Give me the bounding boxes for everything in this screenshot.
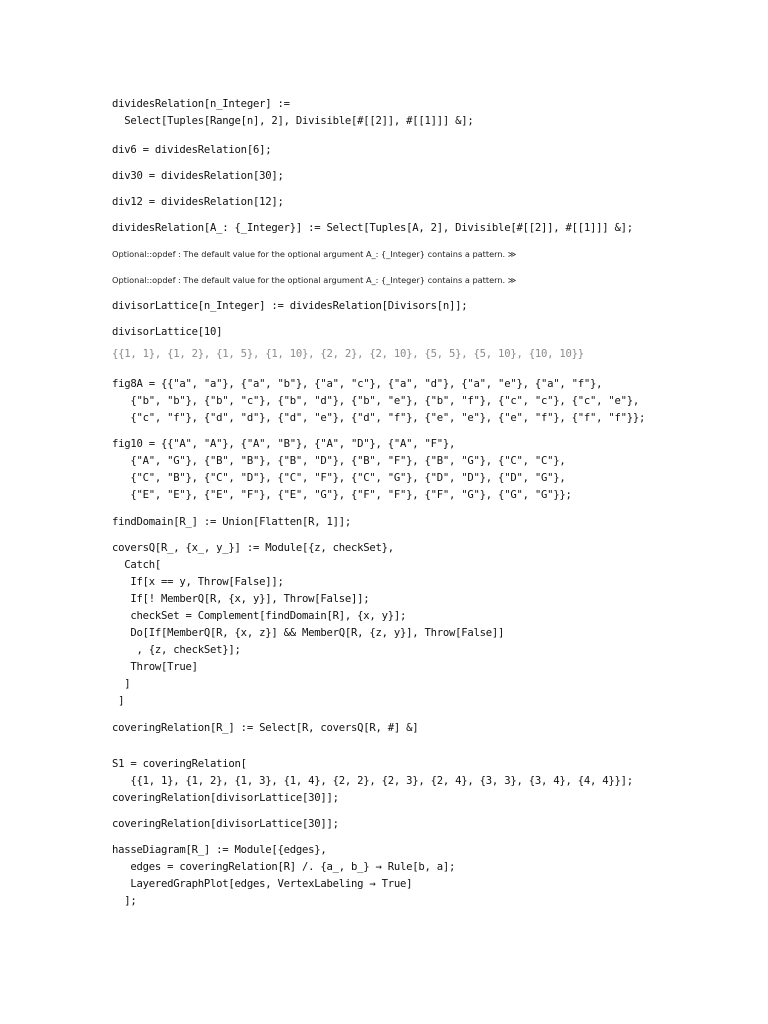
code-line: LayeredGraphPlot[edges, VertexLabeling → True]	[112, 878, 413, 890]
input-cell[interactable]	[112, 142, 271, 159]
input-cell[interactable]	[112, 220, 633, 237]
message-cell[interactable]	[112, 248, 516, 260]
code-line: {{1, 1}, {1, 2}, {1, 5}, {1, 10}, {2, 2}, {2, 10}, {5, 5}, {5, 10}, {10, 10}}	[112, 348, 584, 360]
code-line: coversQ[R_, {x_, y_}] := Module[{z, checkSet},	[112, 542, 394, 554]
input-cell[interactable]	[112, 816, 339, 833]
input-cell[interactable]	[112, 194, 284, 211]
code-line: {"c", "f"}, {"d", "d"}, {"d", "e"}, {"d", "f"}, {"e", "e"}, {"e", "f"}, {"f", "f"}};	[112, 412, 646, 424]
input-cell[interactable]	[112, 540, 504, 710]
code-line: {"b", "b"}, {"b", "c"}, {"b", "d"}, {"b", "e"}, {"b", "f"}, {"c", "c"}, {"c", "e"},	[112, 395, 640, 407]
input-cell[interactable]	[112, 842, 455, 910]
code-line: coveringRelation[R_] := Select[R, coversQ[R, #] &]	[112, 722, 419, 734]
code-line: fig8A = {{"a", "a"}, {"a", "b"}, {"a", "c"}, {"a", "d"}, {"a", "e"}, {"a", "f"},	[112, 378, 603, 390]
code-line: ];	[112, 895, 137, 907]
code-line: fig10 = {{"A", "A"}, {"A", "B"}, {"A", "D"}, {"A", "F"},	[112, 438, 456, 450]
code-line: div6 = dividesRelation[6];	[112, 144, 272, 156]
code-line: Select[Tuples[Range[n], 2], Divisible[#[[2]], #[[1]]] &];	[112, 115, 474, 127]
output-cell[interactable]	[112, 346, 584, 363]
input-cell[interactable]	[112, 96, 474, 130]
input-cell[interactable]	[112, 168, 284, 185]
input-cell[interactable]	[112, 324, 222, 341]
input-cell[interactable]	[112, 720, 418, 737]
message-cell[interactable]	[112, 274, 516, 286]
code-line: divisorLattice[10]	[112, 326, 223, 338]
code-line: {"C", "B"}, {"C", "D"}, {"C", "F"}, {"C", "G"}, {"D", "D"}, {"D", "G"},	[112, 472, 566, 484]
code-line: div30 = dividesRelation[30];	[112, 170, 284, 182]
code-line: div12 = dividesRelation[12];	[112, 196, 284, 208]
input-cell[interactable]	[112, 298, 467, 315]
code-line: Do[If[MemberQ[R, {x, z}] && MemberQ[R, {z, y}], Throw[False]]	[112, 627, 505, 639]
code-line: coveringRelation[divisorLattice[30]];	[112, 792, 339, 804]
code-line: Throw[True]	[112, 661, 198, 673]
code-line: , {z, checkSet}];	[112, 644, 241, 656]
input-cell[interactable]	[112, 436, 572, 504]
code-line: If[! MemberQ[R, {x, y}], Throw[False]];	[112, 593, 370, 605]
message-text: Optional::opdef : The default value for the optional argument A_: {_Integer} contains a pattern. ≫	[112, 249, 517, 259]
code-line: findDomain[R_] := Union[Flatten[R, 1]];	[112, 516, 351, 528]
code-line: dividesRelation[n_Integer] :=	[112, 98, 290, 110]
code-line: {{1, 1}, {1, 2}, {1, 3}, {1, 4}, {2, 2}, {2, 3}, {2, 4}, {3, 3}, {3, 4}, {4, 4}}];	[112, 775, 633, 787]
code-line: edges = coveringRelation[R] /. {a_, b_} → Rule[b, a];	[112, 861, 456, 873]
code-line: dividesRelation[A_: {_Integer}] := Select[Tuples[A, 2], Divisible[#[[2]], #[[1]]] &];	[112, 222, 633, 234]
input-cell[interactable]	[112, 790, 339, 807]
input-cell[interactable]	[112, 514, 351, 531]
code-line: If[x == y, Throw[False]];	[112, 576, 284, 588]
code-line: coveringRelation[divisorLattice[30]];	[112, 818, 339, 830]
input-cell[interactable]	[112, 756, 633, 790]
code-line: divisorLattice[n_Integer] := dividesRelation[Divisors[n]];	[112, 300, 468, 312]
code-line: Catch[	[112, 559, 162, 571]
code-line: {"E", "E"}, {"E", "F"}, {"E", "G"}, {"F", "F"}, {"F", "G"}, {"G", "G"}};	[112, 489, 572, 501]
input-cell[interactable]	[112, 376, 645, 427]
message-text: Optional::opdef : The default value for the optional argument A_: {_Integer} contains a pattern. ≫	[112, 275, 517, 285]
code-line: ]	[112, 695, 125, 707]
code-line: S1 = coveringRelation[	[112, 758, 247, 770]
code-line: ]	[112, 678, 131, 690]
code-line: {"A", "G"}, {"B", "B"}, {"B", "D"}, {"B", "F"}, {"B", "G"}, {"C", "C"},	[112, 455, 566, 467]
code-line: hasseDiagram[R_] := Module[{edges},	[112, 844, 327, 856]
code-line: checkSet = Complement[findDomain[R], {x, y}];	[112, 610, 407, 622]
